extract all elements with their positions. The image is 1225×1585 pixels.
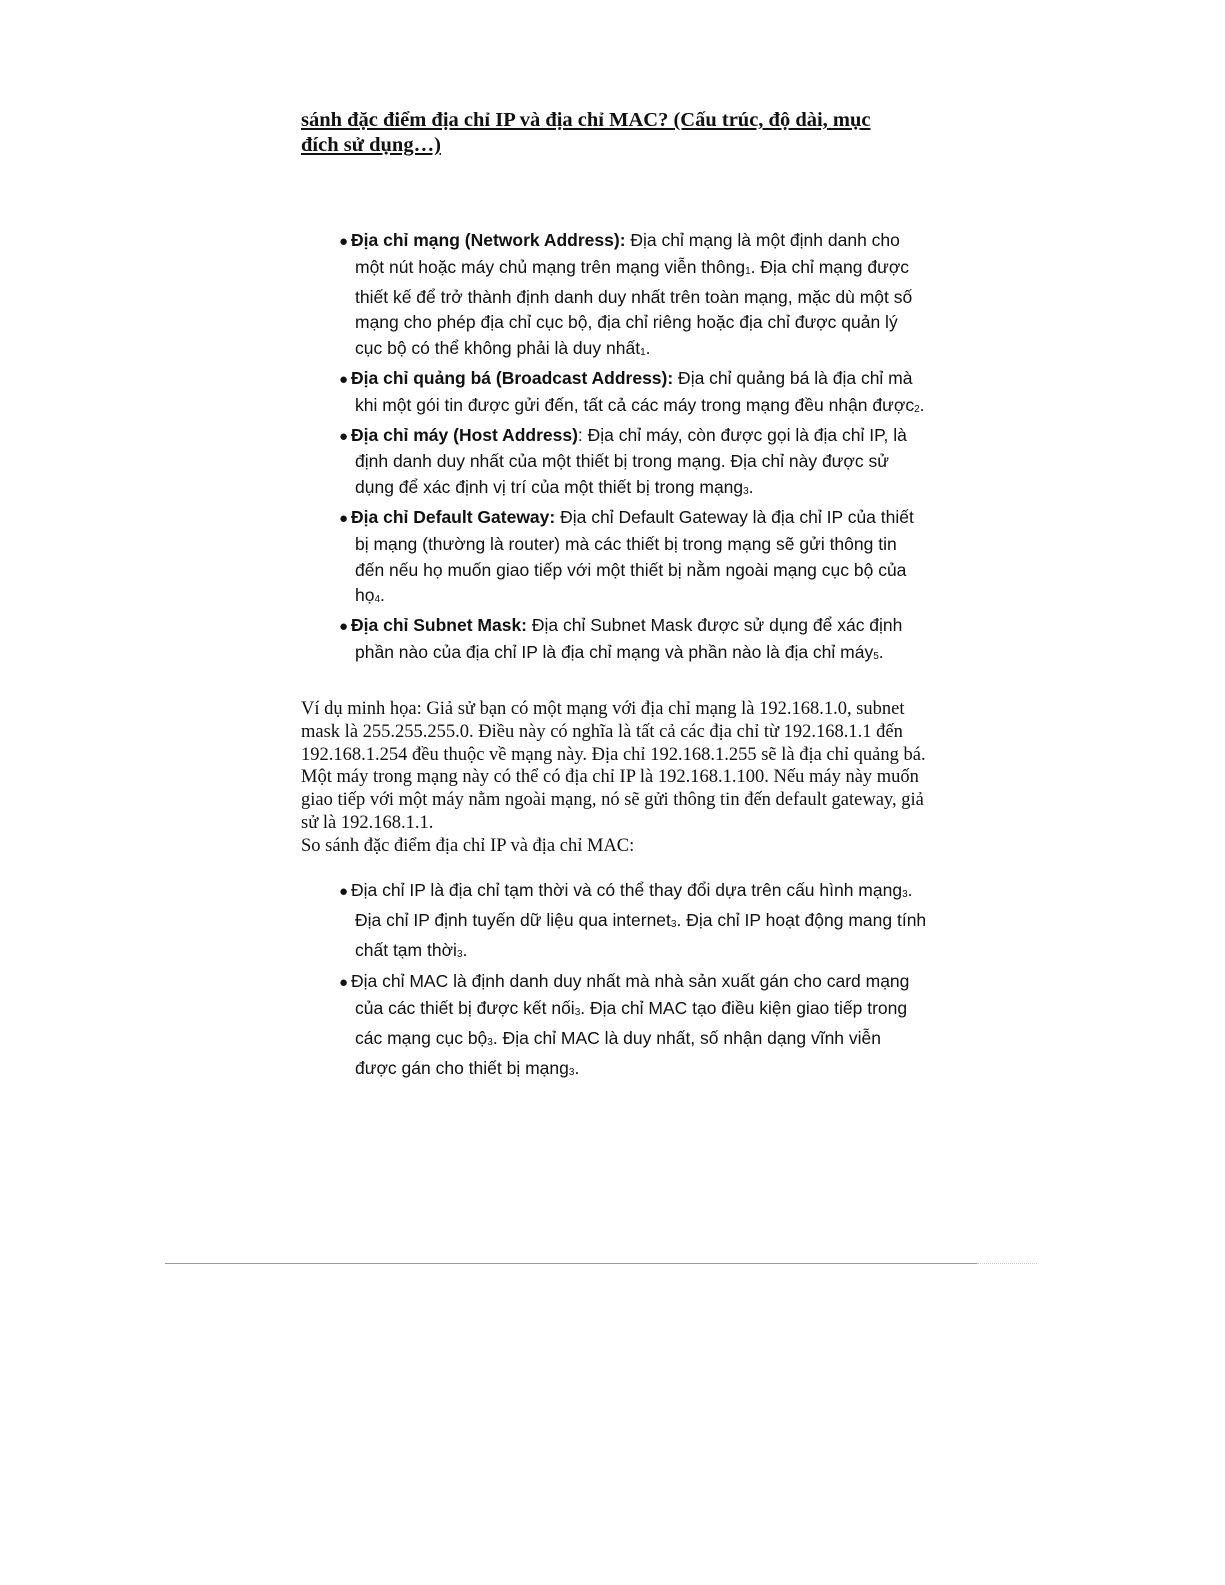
- bullet-icon: ●: [339, 974, 349, 992]
- footnote-ref[interactable]: 3: [574, 1007, 581, 1019]
- definition-network-address: [327, 228, 927, 366]
- heading-line-1: sánh đặc điểm địa chỉ IP và địa chỉ MAC? (Cấu trúc, độ dài, mục: [301, 109, 871, 131]
- bullet-icon: ●: [339, 509, 349, 527]
- sentence-end: .: [748, 477, 754, 498]
- definition-text: Địa chỉ quảng bá là địa chỉ mà khi một gói tin được gửi đến, tất cả các máy trong mạng đều nhận được: [355, 367, 915, 415]
- question-heading: [301, 108, 921, 158]
- footnote-ref[interactable]: 1: [745, 265, 751, 277]
- footnote-ref[interactable]: 2: [914, 403, 920, 415]
- bullet-icon: ●: [339, 427, 349, 445]
- footnote-ref[interactable]: 3: [456, 948, 463, 960]
- definition-term: Địa chỉ Subnet Mask:: [351, 615, 528, 636]
- definition-term: Địa chỉ máy (Host Address): [351, 424, 578, 445]
- footnote-ref[interactable]: 3: [568, 1066, 575, 1078]
- definition-broadcast-address: [327, 366, 927, 423]
- example-text: Ví dụ minh họa: Giả sử bạn có một mạng với địa chỉ mạng là 192.168.1.0, subnet mask là 255.255.255.0. Điều này có nghĩa là tất cả các địa chỉ từ 192.168.1.1 đến 192.168.1.254 đều thuộc về mạng này. Địa chỉ 192.168.1.255 sẽ là địa chỉ quảng bá. Một máy trong mạng này có thể có địa chỉ IP là 192.168.1.100. Nếu máy này muốn giao tiếp với một máy nằm ngoài mạng, nó sẽ gửi thông tin đến default gateway, giả sử là 192.168.1.1.: [301, 699, 926, 833]
- comparison-text: Địa chỉ IP là địa chỉ tạm thời và có thể thay đổi dựa trên cấu hình mạng: [351, 880, 903, 900]
- definition-host-address: [327, 423, 927, 505]
- definition-term: Địa chỉ Default Gateway:: [351, 506, 556, 527]
- bullet-icon: ●: [339, 233, 349, 250]
- comparison-mac: [327, 969, 927, 1085]
- comparison-text: Địa chỉ MAC là định danh duy nhất mà nhà sản xuất gán cho card mạng của các thiết bị được kết nối: [351, 971, 910, 1019]
- bullet-icon: ●: [339, 883, 349, 900]
- comparison-ip: [327, 878, 927, 967]
- comparison-text: . Địa chỉ IP định tuyến dữ liệu qua internet: [355, 880, 913, 930]
- definition-text: Địa chỉ Default Gateway là địa chỉ IP của thiết bị mạng (thường là router) mà các thiết bị trong mạng sẽ gửi thông tin đến nếu họ muốn giao tiếp với một thiết bị nằm ngoài mạng cục bộ của họ: [355, 506, 914, 606]
- definition-text: : Địa chỉ máy, còn được gọi là địa chỉ IP, là định danh duy nhất của một thiết bị trong mạng. Địa chỉ này được sử dụng để xác định vị trí của một thiết bị trong mạng: [355, 424, 907, 498]
- example-paragraph: [301, 698, 931, 858]
- footnote-ref[interactable]: 4: [374, 594, 381, 606]
- definition-subnet-mask: [327, 613, 927, 670]
- footnote-ref[interactable]: 3: [487, 1036, 493, 1048]
- definition-text: Địa chỉ Subnet Mask được sử dụng để xác định phần nào của địa chỉ IP là địa chỉ mạng và phần nào là địa chỉ máy: [355, 615, 903, 662]
- definition-text-2: . Địa chỉ mạng được thiết kế để trở thành định danh duy nhất trên toàn mạng, mặc dù một số mạng cho phép địa chỉ cục bộ, địa chỉ riêng hoặc địa chỉ được quản lý cục bộ có thể không phải là duy nhất: [355, 256, 913, 359]
- definition-text: Địa chỉ mạng là một định danh cho một nút hoặc máy chủ mạng trên mạng viễn thông: [355, 230, 900, 277]
- footnote-ref[interactable]: 3: [743, 486, 749, 498]
- footnote-ref[interactable]: 5: [873, 650, 879, 662]
- footnote-ref[interactable]: 1: [640, 347, 646, 359]
- sentence-end: .: [878, 641, 884, 662]
- comparison-text: . Địa chỉ MAC tạo điều kiện giao tiếp trong các mạng cục bộ: [355, 998, 908, 1048]
- definition-default-gateway: [327, 505, 927, 613]
- address-definitions-list: [327, 228, 927, 670]
- sentence-end: .: [462, 939, 468, 960]
- footnote-ref[interactable]: 3: [670, 918, 677, 930]
- page-footer-divider-tail: [977, 1263, 1037, 1264]
- comparison-text: . Địa chỉ IP hoạt động mang tính chất tạm thời: [355, 909, 927, 960]
- sentence-end: .: [919, 394, 925, 415]
- sentence-end: .: [645, 338, 651, 359]
- sentence-end: .: [380, 585, 385, 606]
- ip-mac-comparison-list: [327, 878, 927, 1088]
- bullet-icon: ●: [339, 370, 349, 388]
- footnote-ref[interactable]: 3: [902, 889, 908, 900]
- definition-term: Địa chỉ quảng bá (Broadcast Address):: [351, 367, 674, 388]
- sentence-end: .: [574, 1057, 580, 1078]
- heading-line-2: đích sử dụng…): [301, 134, 441, 156]
- compare-intro: So sánh đặc điểm địa chỉ IP và địa chỉ MAC:: [301, 835, 635, 856]
- comparison-text: . Địa chỉ MAC là duy nhất, số nhận dạng vĩnh viễn được gán cho thiết bị mạng: [355, 1027, 882, 1078]
- bullet-icon: ●: [339, 618, 349, 636]
- definition-term: Địa chỉ mạng (Network Address):: [351, 230, 626, 250]
- page-footer-divider: [165, 1263, 977, 1264]
